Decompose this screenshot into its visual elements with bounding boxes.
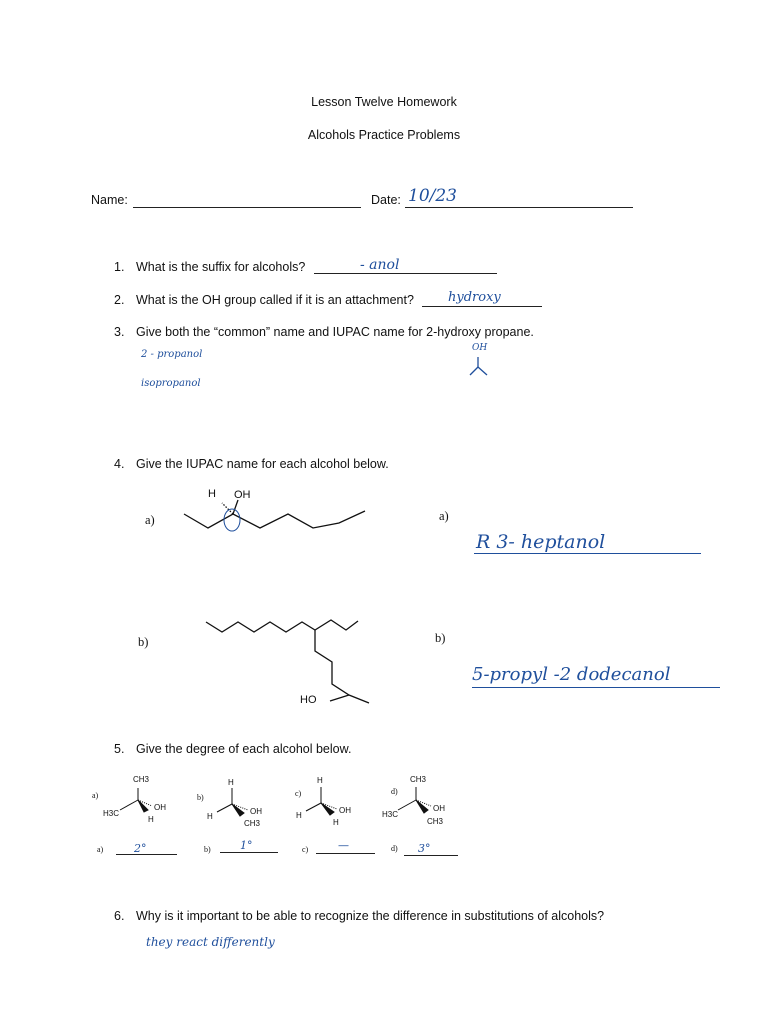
q1-answer: - anol bbox=[360, 257, 400, 273]
q3-answer-common: isopropanol bbox=[141, 378, 201, 389]
q4b-dodecanol-structure bbox=[206, 620, 369, 703]
q5a-h: H bbox=[148, 815, 154, 824]
q5d-h3c-left: H3C bbox=[382, 810, 399, 819]
q3-answer-iupac: 2 - propanol bbox=[141, 349, 203, 360]
q5d-answer: 3° bbox=[418, 842, 431, 855]
page-subtitle: Alcohols Practice Problems bbox=[307, 128, 461, 142]
q5-number: 5. bbox=[114, 742, 125, 756]
date-value: 10/23 bbox=[408, 186, 457, 206]
q2-answer: hydroxy bbox=[448, 290, 501, 305]
q5d-oh: OH bbox=[433, 804, 445, 813]
q5b-answer: 1° bbox=[240, 839, 253, 852]
q3-sketch-oh-label: OH bbox=[472, 343, 488, 353]
q6-number: 6. bbox=[114, 909, 125, 923]
q2-number: 2. bbox=[114, 293, 125, 307]
q5c-struct-label: c) bbox=[295, 789, 302, 798]
q5a-ch3-top: CH3 bbox=[133, 775, 150, 784]
q5b-structure bbox=[217, 788, 248, 816]
q5c-oh: OH bbox=[339, 806, 351, 815]
q5a-answer-label: a) bbox=[97, 845, 104, 854]
q1-number: 1. bbox=[114, 260, 125, 274]
q5b-h-top: H bbox=[228, 778, 234, 787]
q5c-h: H bbox=[333, 818, 339, 827]
q4a-heptanol-structure bbox=[184, 500, 365, 528]
q4b-label: b) bbox=[138, 635, 149, 649]
q2-text: What is the OH group called if it is an attachment? bbox=[136, 293, 414, 307]
q5b-answer-label: b) bbox=[204, 845, 211, 854]
q4-number: 4. bbox=[114, 457, 125, 471]
q4a-struct-oh: OH bbox=[234, 489, 251, 501]
q4-text: Give the IUPAC name for each alcohol below. bbox=[136, 457, 389, 471]
name-label: Name: bbox=[91, 193, 128, 207]
q4a-stereocenter-circle bbox=[224, 509, 240, 531]
q5c-answer-label: c) bbox=[302, 845, 309, 854]
q5c-answer: — bbox=[338, 839, 349, 852]
q3-text: Give both the “common” name and IUPAC name for 2-hydroxy propane. bbox=[136, 325, 534, 339]
q5d-answer-label: d) bbox=[391, 844, 398, 853]
q5b-struct-label: b) bbox=[197, 793, 204, 802]
q6-answer: they react differently bbox=[146, 935, 275, 949]
q5d-ch3-top: CH3 bbox=[410, 775, 427, 784]
q5d-struct-label: d) bbox=[391, 787, 398, 796]
q5a-oh: OH bbox=[154, 803, 166, 812]
q5b-ch3: CH3 bbox=[244, 819, 261, 828]
q5a-structure bbox=[120, 788, 152, 812]
page-title: Lesson Twelve Homework bbox=[311, 95, 457, 109]
q4a-answer-label: a) bbox=[439, 509, 449, 523]
q3-isopropanol-sketch bbox=[470, 357, 487, 375]
q5c-h-left: H bbox=[296, 811, 302, 820]
q5d-structure bbox=[398, 787, 431, 813]
q4b-struct-ho: HO bbox=[300, 694, 317, 706]
q5d-ch3: CH3 bbox=[427, 817, 444, 826]
q3-number: 3. bbox=[114, 325, 125, 339]
q5c-h-top: H bbox=[317, 776, 323, 785]
q4a-struct-h: H bbox=[208, 488, 216, 500]
q5-text: Give the degree of each alcohol below. bbox=[136, 742, 352, 756]
q5a-h3c-left: H3C bbox=[103, 809, 120, 818]
q6-text: Why is it important to be able to recognize the difference in substitutions of alcohols? bbox=[136, 909, 605, 923]
q5b-h-left: H bbox=[207, 812, 213, 821]
q5b-oh: OH bbox=[250, 807, 262, 816]
q5c-structure bbox=[306, 787, 337, 815]
q4a-label: a) bbox=[145, 513, 155, 527]
q4b-answer: 5-propyl -2 dodecanol bbox=[472, 664, 671, 685]
q5a-struct-label: a) bbox=[92, 791, 99, 800]
q5a-answer: 2° bbox=[134, 842, 147, 855]
q4a-answer: R 3- heptanol bbox=[476, 531, 606, 553]
q1-text: What is the suffix for alcohols? bbox=[136, 260, 306, 274]
date-label: Date: bbox=[371, 193, 401, 207]
q4b-answer-label: b) bbox=[435, 631, 446, 645]
